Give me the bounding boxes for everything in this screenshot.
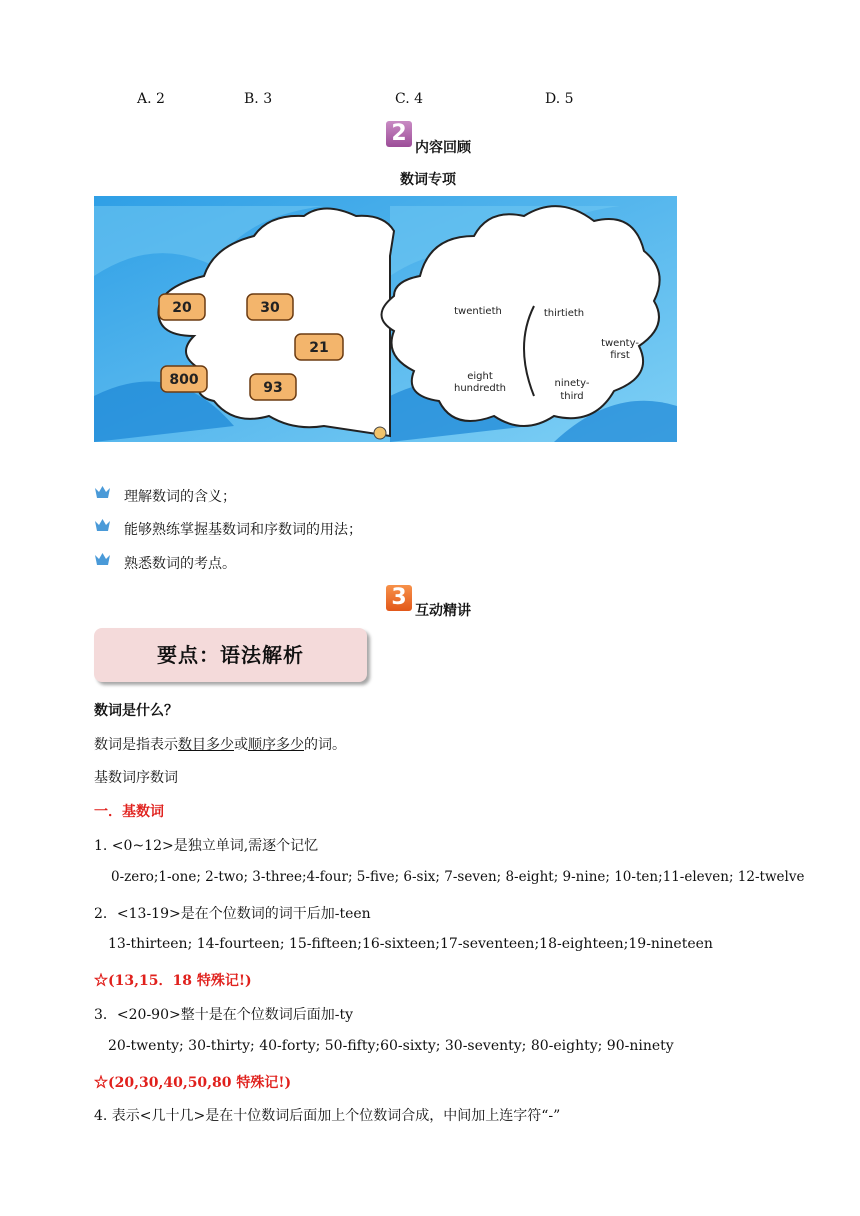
section-title: 内容回顾 xyxy=(415,140,471,156)
crown-bullet-icon xyxy=(95,553,110,565)
special-note: ☆(13,15．18 特殊记!) xyxy=(94,973,252,989)
word-eight: eight xyxy=(467,371,493,382)
option-d: D. 5 xyxy=(545,91,574,107)
crown-bullet-icon xyxy=(95,519,110,531)
heading-cardinal: 一．基数词 xyxy=(94,804,164,820)
word-third: third xyxy=(560,391,584,402)
objective-item: 熟悉数词的考点。 xyxy=(124,556,236,572)
word-ninety: ninety- xyxy=(554,378,590,389)
audio-icon xyxy=(374,427,386,439)
numeral-kinds: 基数词序数词 xyxy=(94,770,178,786)
option-b: B. 3 xyxy=(244,91,273,107)
section-number-badge: 2 xyxy=(386,121,412,147)
question-heading: 数词是什么？ xyxy=(94,703,178,719)
badge-21: 21 xyxy=(309,340,329,356)
section-subtitle: 数词专项 xyxy=(400,172,456,188)
section-title: 互动精讲 xyxy=(415,603,471,619)
rule-line: 3．<20-90>整十是在个位数词后面加-ty xyxy=(94,1007,353,1023)
crown-bullet-icon xyxy=(95,486,110,498)
rule-line: 1. <0~12>是独立单词,需逐个记忆 xyxy=(94,838,319,854)
badge-800: 800 xyxy=(169,372,199,388)
badge-93: 93 xyxy=(263,380,283,396)
option-a: A. 2 xyxy=(137,91,165,107)
objective-item: 能够熟练掌握基数词和序数词的用法； xyxy=(124,522,362,538)
rule-example: 13-thirteen; 14-fourteen; 15-fifteen;16-sixteen;17-seventeen;18-eighteen;19-nineteen xyxy=(108,936,713,952)
word-first: first xyxy=(610,350,630,361)
word-twenty: twenty- xyxy=(601,338,639,349)
option-c: C. 4 xyxy=(395,91,424,107)
number-cloud-illustration xyxy=(94,196,677,442)
definition-line: 数词是指表示数目多少或顺序多少的词。 xyxy=(94,737,346,753)
badge-30: 30 xyxy=(260,300,280,316)
rule-line: 2．<13-19>是在个位数词的词干后加-teen xyxy=(94,906,371,922)
word-hundredth: hundredth xyxy=(453,383,507,394)
objective-item: 理解数词的含义； xyxy=(124,489,236,505)
rule-example: 0-zero;1-one; 2-two; 3-three;4-four; 5-five; 6-six; 7-seven; 8-eight; 9-nine; 10-ten;11-eleven; 12-twelve xyxy=(111,869,805,885)
key-points-box: 要点：语法解析 xyxy=(94,628,367,682)
rule-example: 20-twenty; 30-thirty; 40-forty; 50-fifty;60-sixty; 30-seventy; 80-eighty; 90-ninety xyxy=(108,1038,674,1054)
special-note: ☆(20,30,40,50,80 特殊记!) xyxy=(94,1075,292,1091)
word-twentieth: twentieth xyxy=(454,306,502,317)
rule-line: 4. 表示<几十几>是在十位数词后面加上个位数词合成，中间加上连字符“-” xyxy=(94,1108,561,1124)
word-thirtieth: thirtieth xyxy=(543,308,585,319)
badge-20: 20 xyxy=(172,300,192,316)
section-number-badge: 3 xyxy=(386,585,412,611)
